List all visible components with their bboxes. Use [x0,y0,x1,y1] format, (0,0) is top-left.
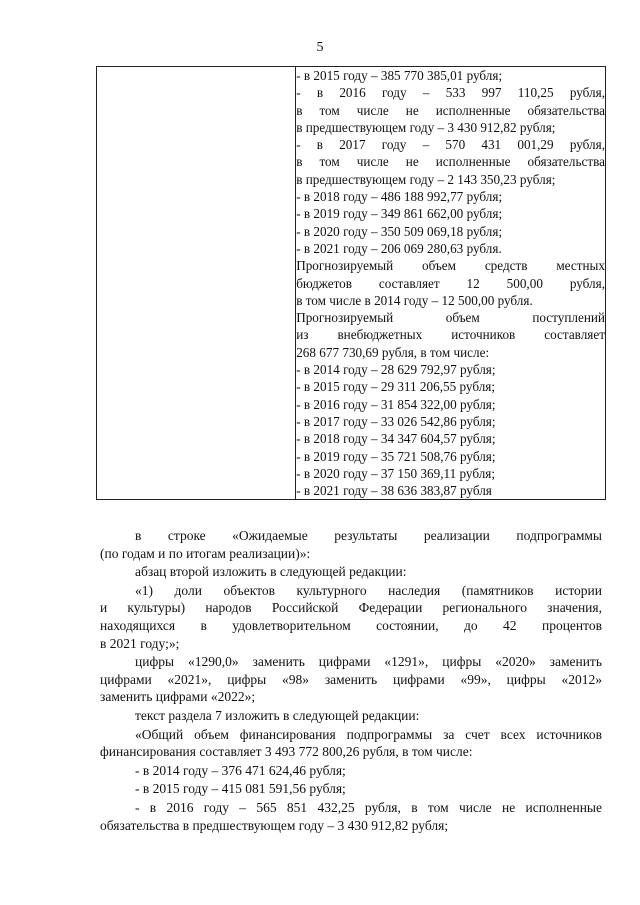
table-text-line: в предшествующем году – 2 143 350,23 рубля; [296,171,556,187]
body-text-line: обязательства в предшествующем году – 3 430 912,82 рубля; [100,817,449,833]
table-text-line: - в 2016 году – 31 854 322,00 рубля; [296,396,496,412]
body-text-line: абзац второй изложить в следующей редакции: [135,564,407,580]
table-text-line: - в 2016 году – 533 997 110,25 рубля, [296,85,605,101]
table-text-line: - в 2018 году – 486 188 992,77 рубля; [296,189,503,205]
table-text-line: - в 2021 году – 38 636 383,87 рубля [296,483,492,499]
body-text-line: в 2021 году;»; [100,635,180,651]
table-text-line: бюджетов составляет 12 500,00 рубля, [296,275,605,291]
table-text-line: из внебюджетных источников составляет [296,327,605,343]
body-text-line: находящихся в удовлетворительном состоянии, до 42 процентов [100,617,602,633]
table-text-line: в том числе не исполненные обязательства [296,154,605,170]
body-text [100,527,602,834]
body-text-line: «1) доли объектов культурного наследия (памятников истории [135,582,602,598]
table-text-line: - в 2019 году – 35 721 508,76 рубля; [296,448,496,464]
body-text-line: - в 2014 году – 376 471 624,46 рубля; [135,762,346,778]
body-text-line: цифры «1290,0» заменить цифрами «1291», цифры «2020» заменить [135,654,602,670]
table-text-line: - в 2015 году – 385 770 385,01 рубля; [296,68,503,83]
table-text-line: в том числе не исполненные обязательства [296,102,605,118]
table-left-cell [97,67,296,500]
body-text-line: и культуры) народов Российской Федерации регионального значения, [100,600,602,616]
body-text-line: (по годам и по итогам реализации)»: [100,545,311,561]
table-text-line: - в 2015 году – 29 311 206,55 рубля; [296,379,496,395]
table-text-line: в том числе в 2014 году – 12 500,00 рубля. [296,292,533,308]
page-number: 5 [316,40,324,55]
body-text-line: текст раздела 7 изложить в следующей редакции: [135,707,420,723]
table-right-cell [296,67,606,500]
body-text-line: цифрами «2021», цифры «98» заменить цифрами «99», цифры «2012» [100,671,602,687]
table-text-line: - в 2014 году – 28 629 792,97 рубля; [296,362,496,378]
body-text-line: в строке «Ожидаемые результаты реализации подпрограммы [135,528,602,543]
table-text-line: - в 2020 году – 350 509 069,18 рубля; [296,223,503,239]
body-text-line: - в 2016 году – 565 851 432,25 рубля, в том числе не исполненные [135,799,602,815]
body-text-line: заменить цифрами «2022»; [100,689,256,705]
table-text-line: в предшествующем году – 3 430 912,82 рубля; [296,119,556,135]
table-text-line: Прогнозируемый объем поступлений [296,310,605,326]
funding-table [96,66,606,500]
table-text-line: - в 2021 году – 206 069 280,63 рубля. [296,240,502,256]
body-text-line: - в 2015 году – 415 081 591,56 рубля; [135,781,346,797]
body-text-line: «Общий объем финансирования подпрограммы за счет всех источников [135,726,602,742]
table-text-line: 268 677 730,69 рубля, в том числе: [296,344,490,360]
table-text-line: - в 2019 году – 349 861 662,00 рубля; [296,206,503,222]
body-text-line: финансирования составляет 3 493 772 800,26 рубля, в том числе: [100,744,473,760]
table-text-line: - в 2017 году – 570 431 001,29 рубля, [296,137,605,153]
table-text-line: - в 2018 году – 34 347 604,57 рубля; [296,431,496,447]
table-text-line: - в 2020 году – 37 150 369,11 рубля; [296,465,496,481]
table-text-line: - в 2017 году – 33 026 542,86 рубля; [296,413,496,429]
table-text-line: Прогнозируемый объем средств местных [296,258,605,274]
table-row [97,67,606,500]
